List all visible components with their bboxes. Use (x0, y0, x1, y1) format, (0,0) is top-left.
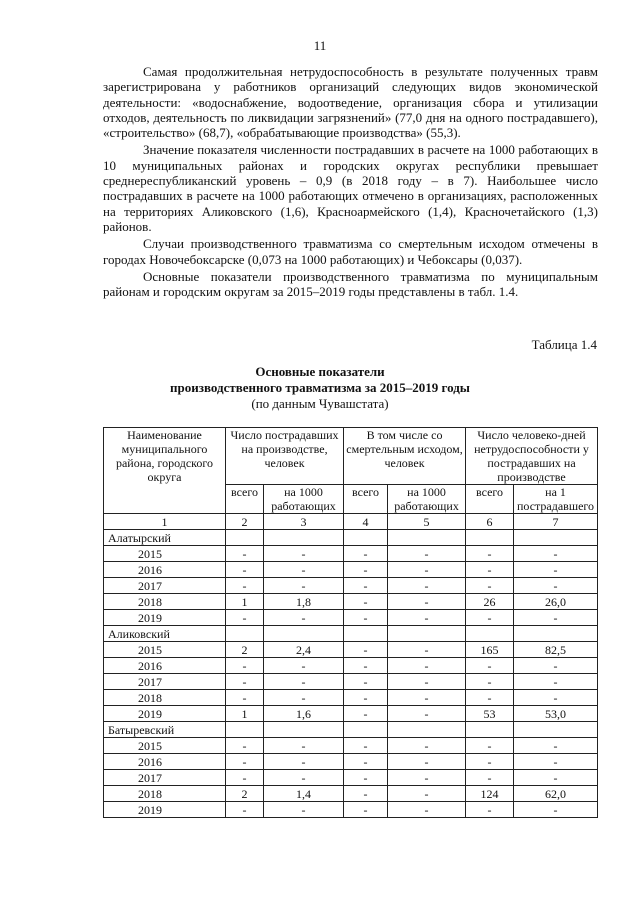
region-name: Аликовский (104, 626, 226, 642)
year-cell: 2015 (104, 642, 226, 658)
table-cell: - (264, 754, 344, 770)
table-cell (344, 626, 388, 642)
table-cell: - (264, 610, 344, 626)
region-row (104, 626, 598, 642)
table-cell: - (226, 802, 264, 818)
table-row (104, 786, 598, 802)
header-per-1000: на 1000 работающих (388, 485, 466, 514)
table-cell: - (466, 738, 514, 754)
table-cell: - (514, 674, 598, 690)
table-cell: - (226, 690, 264, 706)
table-cell: - (466, 802, 514, 818)
table-cell: - (344, 578, 388, 594)
table-cell: - (344, 754, 388, 770)
table-cell: - (344, 562, 388, 578)
table-cell: 53,0 (514, 706, 598, 722)
paragraph: Случаи производственного травматизма со смертельным исходом отмечены в городах Новочебоксарске (0,073 на 1000 работающих) и Чебоксары (0,037). (103, 236, 598, 267)
table-cell: - (466, 770, 514, 786)
year-cell: 2015 (104, 546, 226, 562)
table-cell: 124 (466, 786, 514, 802)
table-cell (264, 722, 344, 738)
table-cell: - (388, 610, 466, 626)
table-cell: - (514, 754, 598, 770)
table-row (104, 738, 598, 754)
injury-table (103, 427, 598, 818)
table-cell: - (514, 770, 598, 786)
table-cell: - (226, 754, 264, 770)
table-cell: - (344, 802, 388, 818)
table-row (104, 658, 598, 674)
table-cell: - (466, 610, 514, 626)
table-source: (по данным Чувашстата) (251, 396, 389, 411)
header-region: Наименование муниципального района, городского округа (104, 428, 226, 514)
page-number: 11 (313, 38, 327, 53)
table-cell: - (514, 610, 598, 626)
table-cell: - (388, 658, 466, 674)
region-row (104, 722, 598, 738)
column-number: 1 (104, 514, 226, 530)
table-cell (344, 530, 388, 546)
region-name: Алатырский (104, 530, 226, 546)
table-cell: - (226, 674, 264, 690)
table-cell: - (344, 658, 388, 674)
table-cell: - (226, 610, 264, 626)
table-cell: 1 (226, 594, 264, 610)
table-cell: - (466, 658, 514, 674)
table-cell: - (466, 578, 514, 594)
table-cell: - (226, 546, 264, 562)
table-cell: - (344, 770, 388, 786)
table-cell: - (514, 546, 598, 562)
region-name: Батыревский (104, 722, 226, 738)
header-fatal: В том числе со смертельным исходом, человек (344, 428, 466, 485)
table-cell (388, 530, 466, 546)
table-cell: 53 (466, 706, 514, 722)
table-cell: - (344, 642, 388, 658)
table-cell: - (466, 690, 514, 706)
table-cell: - (344, 674, 388, 690)
table-cell: 26 (466, 594, 514, 610)
table-row (104, 690, 598, 706)
table-cell: - (388, 578, 466, 594)
table-cell: - (388, 706, 466, 722)
year-cell: 2018 (104, 690, 226, 706)
column-number: 4 (344, 514, 388, 530)
table-cell: - (466, 562, 514, 578)
table-cell: - (344, 546, 388, 562)
table-row (104, 594, 598, 610)
header-total: всего (466, 485, 514, 514)
table-cell (344, 722, 388, 738)
column-number: 6 (466, 514, 514, 530)
table-label: Таблица 1.4 (531, 337, 597, 352)
header-total: всего (226, 485, 264, 514)
table-cell (466, 722, 514, 738)
table-cell: - (388, 642, 466, 658)
table-row (104, 546, 598, 562)
table-row (104, 642, 598, 658)
year-cell: 2018 (104, 594, 226, 610)
table-row (104, 562, 598, 578)
table-cell (226, 722, 264, 738)
header-disability-days: Число человеко-дней нетрудоспособности у пострадавших на производстве (466, 428, 598, 485)
header-injured: Число пострадавших на производстве, человек (226, 428, 344, 485)
table-row (104, 706, 598, 722)
table-title-line: производственного травматизма за 2015–2019 годы (170, 380, 470, 395)
table-cell (388, 722, 466, 738)
table-cell: - (388, 674, 466, 690)
year-cell: 2019 (104, 802, 226, 818)
table-cell: - (264, 562, 344, 578)
year-cell: 2017 (104, 578, 226, 594)
table-cell: - (466, 546, 514, 562)
header-per-1: на 1 пострадавшего (514, 485, 598, 514)
table-cell: - (466, 674, 514, 690)
table-cell: 1 (226, 706, 264, 722)
table-cell: - (466, 754, 514, 770)
header-per-1000: на 1000 работающих (264, 485, 344, 514)
table-cell: - (264, 578, 344, 594)
year-cell: 2017 (104, 674, 226, 690)
year-cell: 2017 (104, 770, 226, 786)
table-cell (264, 626, 344, 642)
table-cell: 2,4 (264, 642, 344, 658)
table-cell: 62,0 (514, 786, 598, 802)
year-cell: 2015 (104, 738, 226, 754)
table-cell (466, 626, 514, 642)
table-cell: - (344, 594, 388, 610)
table-title-line: Основные показатели (255, 364, 385, 379)
column-number: 7 (514, 514, 598, 530)
table-cell: - (388, 594, 466, 610)
table-cell: 165 (466, 642, 514, 658)
table-cell: - (388, 562, 466, 578)
column-number: 2 (226, 514, 264, 530)
table-cell (466, 530, 514, 546)
table-cell: 82,5 (514, 642, 598, 658)
header-total: всего (344, 485, 388, 514)
table-cell: - (388, 754, 466, 770)
table-cell: - (226, 578, 264, 594)
table-cell: 1,8 (264, 594, 344, 610)
table-title (0, 364, 640, 412)
table-cell: 1,4 (264, 786, 344, 802)
table-cell (226, 530, 264, 546)
table-cell: - (514, 658, 598, 674)
table-body (104, 530, 598, 818)
table-row (104, 754, 598, 770)
table-cell: 26,0 (514, 594, 598, 610)
paragraph: Самая продолжительная нетрудоспособность в результате полученных травм зарегистрирована у работников организаций следующих видов экономической деятельности: «водоснабжение, водоотведение, организация сбора и утилизации отходов, деятельность по ликвидации загрязнений» (77,0 дня на одного пострадавшего), «строительство» (68,7), «обрабатывающие производства» (55,3). (103, 64, 598, 141)
table-cell (388, 626, 466, 642)
table-cell: 2 (226, 786, 264, 802)
table-row (104, 802, 598, 818)
table-cell: - (226, 562, 264, 578)
table-cell: - (344, 786, 388, 802)
table-row (104, 770, 598, 786)
table-cell: - (388, 786, 466, 802)
table-cell: - (226, 658, 264, 674)
table-row (104, 578, 598, 594)
table-row (104, 610, 598, 626)
table-cell: - (264, 658, 344, 674)
year-cell: 2019 (104, 706, 226, 722)
table-row (104, 674, 598, 690)
table-cell (264, 530, 344, 546)
table-cell: - (514, 690, 598, 706)
year-cell: 2019 (104, 610, 226, 626)
table-cell: - (344, 610, 388, 626)
region-row (104, 530, 598, 546)
column-number: 5 (388, 514, 466, 530)
table-cell: - (264, 802, 344, 818)
paragraph: Значение показателя численности пострадавших в расчете на 1000 работающих в 10 муниципальных районах и городских округах республики превышает среднереспубликанский уровень – 0,9 (в 2018 году – в 7). Наибольшее число пострадавших в расчете на 1000 работающих отмечено в организациях, расположенных на территориях Аликовского (1,6), Красноармейского (1,4), Красночетайского (1,3) районов. (103, 142, 598, 234)
table-cell (514, 530, 598, 546)
table-cell (514, 722, 598, 738)
year-cell: 2018 (104, 786, 226, 802)
table-cell: - (344, 706, 388, 722)
table-cell: 1,6 (264, 706, 344, 722)
paragraph: Основные показатели производственного травматизма по муниципальным районам и городским округам за 2015–2019 годы представлены в табл. 1.4. (103, 268, 598, 300)
table-cell: - (264, 674, 344, 690)
table-cell: - (388, 770, 466, 786)
table-cell: - (344, 738, 388, 754)
table-cell: - (264, 770, 344, 786)
year-cell: 2016 (104, 754, 226, 770)
table-cell: - (514, 562, 598, 578)
table-cell: - (514, 802, 598, 818)
table-cell: 2 (226, 642, 264, 658)
table-cell (226, 626, 264, 642)
table-cell: - (264, 690, 344, 706)
table-cell: - (388, 690, 466, 706)
table-cell: - (344, 690, 388, 706)
column-number: 3 (264, 514, 344, 530)
year-cell: 2016 (104, 658, 226, 674)
table-cell: - (388, 802, 466, 818)
table-cell: - (264, 738, 344, 754)
table-cell (514, 626, 598, 642)
table-cell: - (388, 546, 466, 562)
table-cell: - (388, 738, 466, 754)
year-cell: 2016 (104, 562, 226, 578)
table-cell: - (264, 546, 344, 562)
table-cell: - (226, 770, 264, 786)
table-cell: - (514, 578, 598, 594)
table-cell: - (226, 738, 264, 754)
body-text (103, 64, 598, 301)
table-cell: - (514, 738, 598, 754)
